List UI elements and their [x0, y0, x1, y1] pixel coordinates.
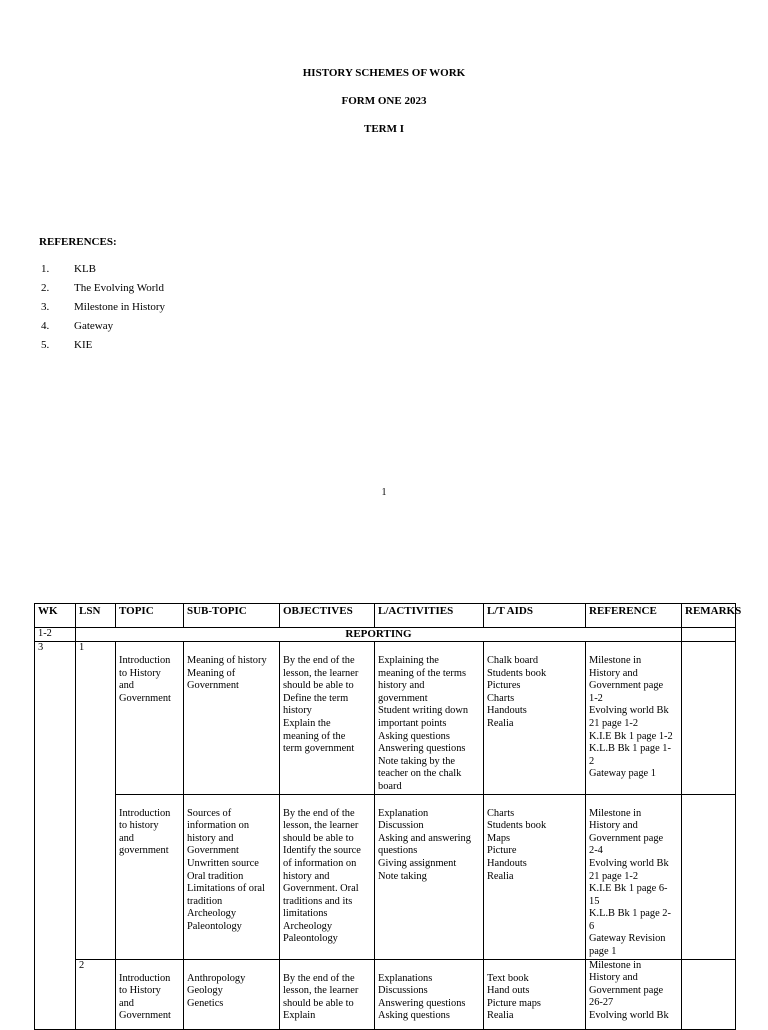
aids-cell — [484, 642, 586, 795]
cell-line: Discussions — [378, 985, 428, 997]
cell-line: Anthropology — [187, 972, 246, 984]
cell-line: government — [119, 845, 169, 857]
cell-line: Evolving world Bk — [589, 1010, 669, 1022]
cell-line: history and — [378, 680, 425, 692]
remarks-cell — [682, 794, 736, 959]
cell-line: Explaining the — [378, 655, 439, 666]
cell-line: Milestone in — [589, 959, 642, 971]
cell-line: Evolving world Bk — [589, 857, 669, 869]
objectives-cell — [280, 959, 375, 1029]
activities-cell — [375, 642, 484, 795]
cell-line: and — [119, 832, 135, 844]
cell-line: Government — [187, 680, 239, 692]
cell-line: Meaning of — [187, 667, 236, 679]
document-title: HISTORY SCHEMES OF WORK — [302, 67, 466, 79]
cell-line: Answering questions — [378, 997, 466, 1009]
aids-cell — [484, 959, 586, 1029]
topic-cell — [116, 959, 184, 1029]
topic-cell — [116, 642, 184, 795]
cell-line: Maps — [487, 832, 511, 844]
cell-line: Realia — [487, 1010, 514, 1022]
cell-line: Limitations of oral — [187, 883, 265, 895]
cell-line: History and — [589, 820, 638, 832]
cell-line: Picture maps — [487, 997, 541, 1009]
cell-line: By the end of the — [283, 807, 355, 819]
cell-line: limitations — [283, 908, 328, 920]
references-heading: REFERENCES: — [39, 236, 117, 248]
cell-line: Students book — [487, 820, 547, 832]
table-row — [35, 959, 736, 1029]
remarks-cell — [682, 628, 736, 642]
cell-line: Identify the source — [283, 845, 361, 857]
cell-line: traditions and its — [283, 895, 353, 907]
cell-line: Explanations — [378, 972, 433, 984]
activities-cell — [375, 959, 484, 1029]
reference-number: 1. — [41, 263, 50, 275]
cell-line: history and — [187, 832, 234, 844]
subtopic-cell — [184, 642, 280, 795]
cell-line: K.L.B Bk 1 page 1- — [589, 743, 671, 755]
objectives-cell — [280, 642, 375, 795]
cell-line: Hand outs — [487, 985, 530, 997]
reference-number: 5. — [41, 339, 50, 351]
cell-line: 2-4 — [589, 845, 603, 857]
cell-line: to history — [119, 820, 159, 832]
remarks-cell — [682, 959, 736, 1029]
cell-line: board — [378, 780, 402, 792]
header-lsn: LSN — [76, 604, 116, 628]
cell-line: lesson, the learner — [283, 985, 359, 997]
cell-line: questions — [378, 845, 418, 857]
cell-line: Government — [119, 1010, 171, 1022]
cell-line: Define the term — [283, 692, 349, 704]
table-row — [35, 794, 736, 959]
cell-line: Government page — [589, 832, 664, 844]
cell-line: K.I.E Bk 1 page 1-2 — [589, 730, 673, 742]
cell-line: history — [283, 705, 312, 717]
reporting-label: REPORTING — [76, 628, 682, 642]
week-cell: 3 — [35, 642, 76, 1030]
header-subtopic: SUB-TOPIC — [184, 604, 280, 628]
reference-cell — [586, 959, 682, 1029]
cell-line: important points — [378, 717, 447, 729]
cell-line: K.L.B Bk 1 page 2- — [589, 908, 671, 920]
cell-line: Picture — [487, 845, 517, 857]
cell-line: government — [378, 692, 428, 704]
cell-line: Giving assignment — [378, 857, 457, 869]
table-row — [35, 642, 736, 795]
topic-cell — [116, 794, 184, 959]
cell-line: Charts — [487, 807, 515, 819]
cell-line: 15 — [589, 895, 600, 907]
cell-line: History and — [589, 972, 638, 984]
cell-line: Introduction — [119, 807, 171, 819]
header-wk: WK — [35, 604, 76, 628]
reference-text: KLB — [74, 263, 96, 275]
cell-line: teacher on the chalk — [378, 768, 462, 780]
cell-line: should be able to — [283, 680, 354, 692]
cell-line: Explain the — [283, 717, 331, 729]
lesson-cell: 1 — [76, 642, 116, 960]
reference-text: The Evolving World — [74, 282, 164, 294]
scheme-of-work-table — [34, 603, 742, 1030]
cell-line: 21 page 1-2 — [589, 717, 639, 729]
subtopic-cell — [184, 959, 280, 1029]
cell-line: history and — [283, 870, 330, 882]
table-header-row — [35, 604, 736, 628]
header-remarks: REMARKS — [682, 604, 736, 628]
cell-line: Note taking by the — [378, 755, 456, 767]
cell-line: term government — [283, 743, 355, 755]
subtopic-cell — [184, 794, 280, 959]
cell-line: Introduction — [119, 655, 171, 666]
week-cell: 1-2 — [35, 628, 76, 642]
cell-line: lesson, the learner — [283, 820, 359, 832]
cell-line: Meaning of history — [187, 655, 267, 666]
reference-number: 2. — [41, 282, 50, 294]
remarks-cell — [682, 642, 736, 795]
cell-line: Sources of — [187, 807, 232, 819]
cell-line: Government page — [589, 984, 664, 996]
cell-line: Archeology — [283, 920, 333, 932]
reporting-row — [35, 628, 736, 642]
cell-line: Geology — [187, 985, 223, 997]
cell-line: Government — [187, 845, 239, 857]
cell-line: Evolving world Bk — [589, 705, 669, 717]
cell-line: 6 — [589, 920, 595, 932]
cell-line: Paleontology — [283, 933, 338, 945]
cell-line: 21 page 1-2 — [589, 870, 639, 882]
reference-text: KIE — [74, 339, 93, 351]
header-objectives: OBJECTIVES — [280, 604, 375, 628]
cell-line: Asking questions — [378, 1010, 450, 1022]
cell-line: Realia — [487, 717, 514, 729]
document-form: FORM ONE 2023 — [341, 95, 427, 107]
cell-line: Government — [119, 692, 171, 704]
cell-line: Asking questions — [378, 730, 450, 742]
cell-line: Genetics — [187, 997, 224, 1009]
cell-line: Answering questions — [378, 743, 466, 755]
cell-line: Milestone in — [589, 655, 642, 666]
reference-text: Gateway — [74, 320, 114, 332]
cell-line: History and — [589, 667, 638, 679]
cell-line: Charts — [487, 692, 515, 704]
aids-cell — [484, 794, 586, 959]
cell-line: By the end of the — [283, 972, 355, 984]
cell-line: meaning of the — [283, 730, 346, 742]
cell-line: and — [119, 997, 135, 1009]
cell-line: 1-2 — [589, 692, 603, 704]
cell-line: Text book — [487, 972, 529, 984]
activities-cell — [375, 794, 484, 959]
cell-line: Unwritten source — [187, 857, 259, 869]
cell-line: Introduction — [119, 972, 171, 984]
cell-line: Gateway page 1 — [589, 768, 656, 780]
cell-line: Paleontology — [187, 920, 242, 932]
cell-line: information on — [187, 820, 250, 832]
cell-line: page 1 — [589, 946, 617, 958]
reference-number: 3. — [41, 301, 50, 313]
cell-line: to History — [119, 667, 161, 679]
cell-line: 2 — [589, 755, 595, 767]
cell-line: Handouts — [487, 705, 527, 717]
cell-line: Realia — [487, 870, 514, 882]
cell-line: Milestone in — [589, 807, 642, 819]
cell-line: Asking and answering — [378, 832, 471, 844]
header-reference: REFERENCE — [586, 604, 682, 628]
reference-cell — [586, 642, 682, 795]
cell-line: Explain — [283, 1010, 316, 1022]
cell-line: should be able to — [283, 832, 354, 844]
cell-line: tradition — [187, 895, 223, 907]
cell-line: Chalk board — [487, 655, 539, 666]
cell-line: Students book — [487, 667, 547, 679]
lesson-cell: 2 — [76, 959, 116, 1029]
header-topic: TOPIC — [116, 604, 184, 628]
cell-line: should be able to — [283, 997, 354, 1009]
cell-line: Handouts — [487, 857, 527, 869]
cell-line: lesson, the learner — [283, 667, 359, 679]
cell-line: of information on — [283, 857, 357, 869]
cell-line: Archeology — [187, 908, 237, 920]
document-term: TERM I — [363, 123, 405, 135]
cell-line: Gateway Revision — [589, 933, 666, 945]
header-activities: L/ACTIVITIES — [375, 604, 484, 628]
cell-line: Discussion — [378, 820, 424, 832]
cell-line: Explanation — [378, 807, 429, 819]
cell-line: Note taking — [378, 870, 427, 882]
cell-line: Oral tradition — [187, 870, 244, 882]
reference-text: Milestone in History — [74, 301, 166, 313]
cell-line: 26-27 — [589, 997, 614, 1009]
cell-line: Government page — [589, 680, 664, 692]
page-number: 1 — [381, 487, 387, 498]
cell-line: meaning of the terms — [378, 667, 467, 679]
cell-line: Pictures — [487, 680, 521, 692]
cell-line: K.I.E Bk 1 page 6- — [589, 883, 668, 895]
cell-line: to History — [119, 985, 161, 997]
cell-line: Student writing down — [378, 705, 469, 717]
cell-line: Government. Oral — [283, 883, 359, 895]
header-aids: L/T AIDS — [484, 604, 586, 628]
cell-line: and — [119, 680, 135, 692]
reference-cell — [586, 794, 682, 959]
cell-line: By the end of the — [283, 655, 355, 666]
objectives-cell — [280, 794, 375, 959]
reference-number: 4. — [41, 320, 50, 332]
